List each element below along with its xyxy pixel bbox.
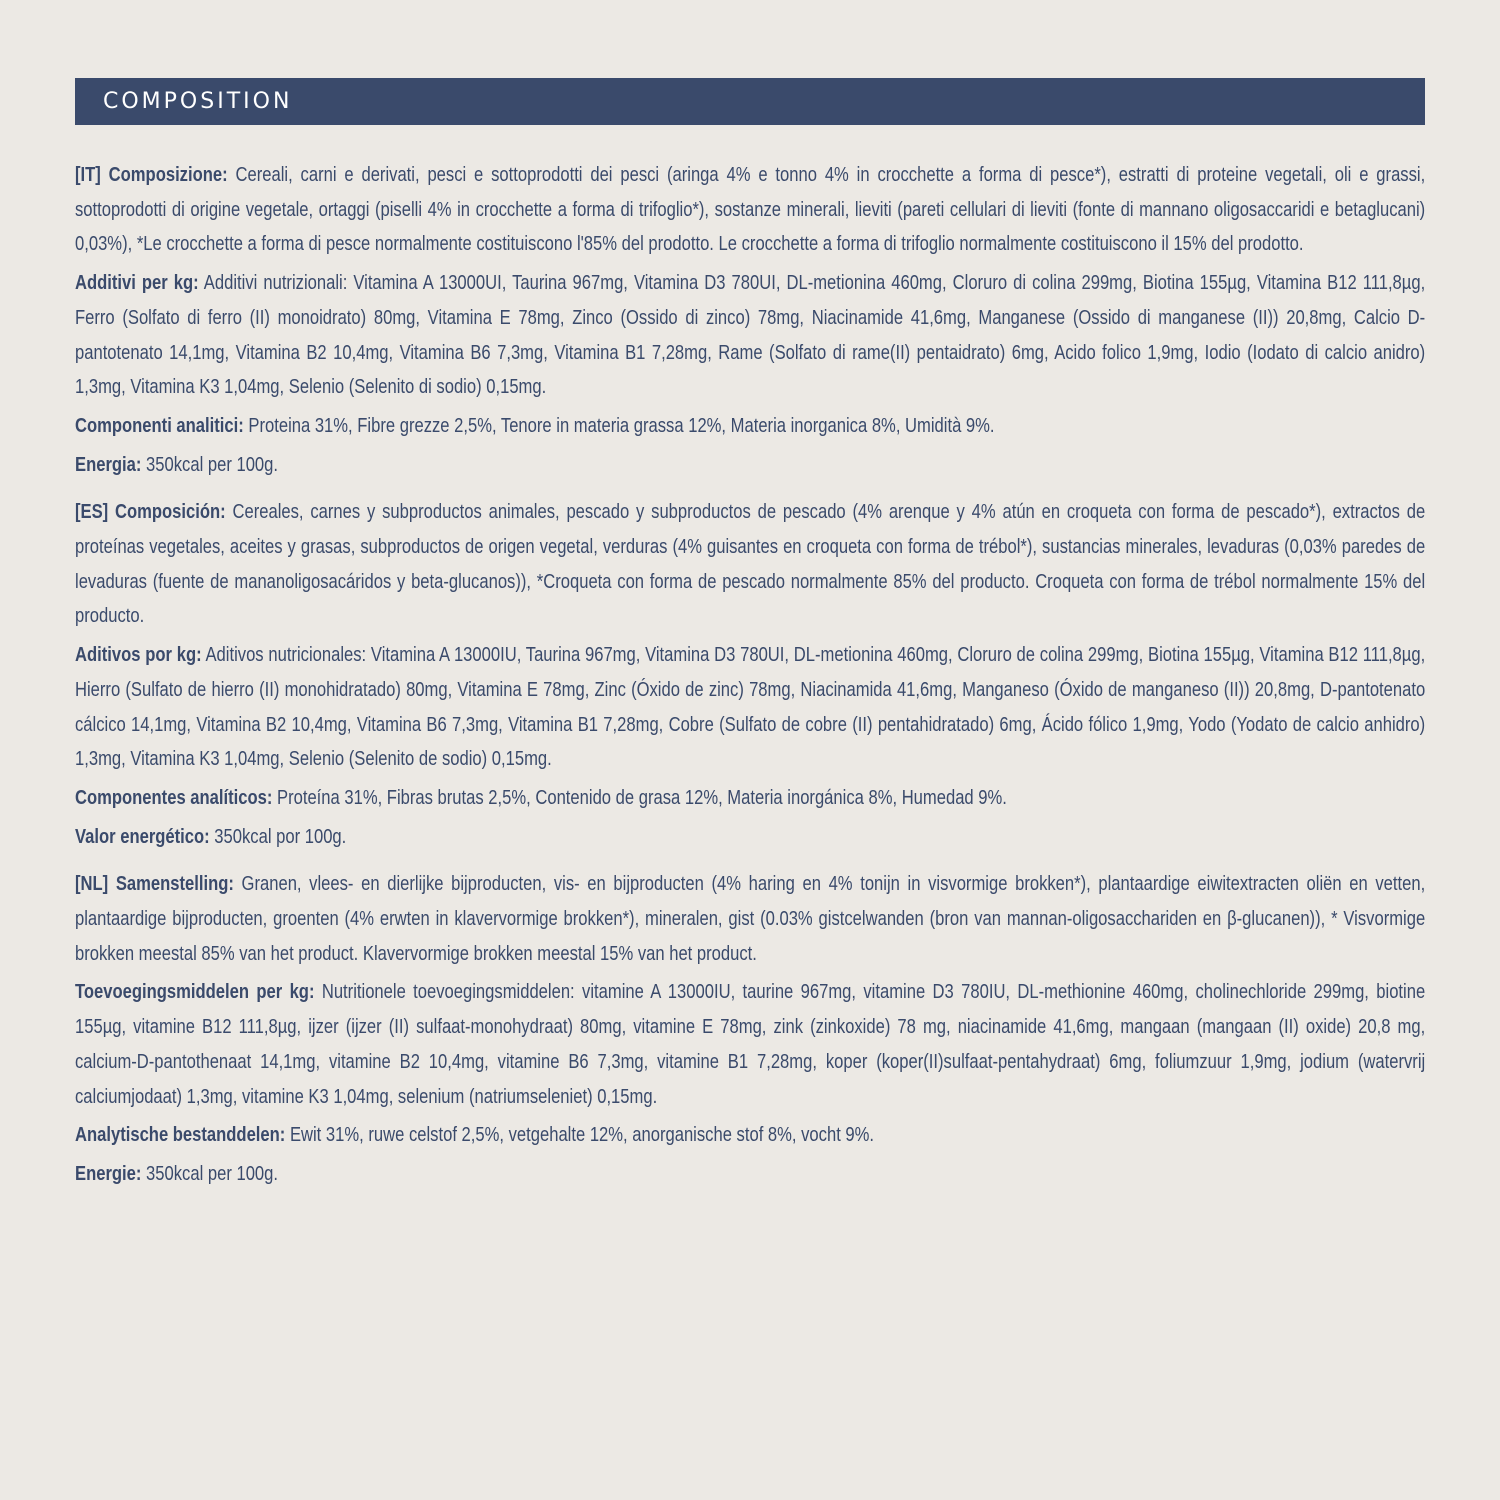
it-analytical-label: Componenti analitici: <box>75 414 244 437</box>
it-composition <box>75 158 1425 262</box>
nl-composition-text: Granen, vlees- en dierlijke bijproducten, vis- en bijproducten (4% haring en 4% tonijn in visvormige brokken*), plantaardige eiwitextracten oliën en vetten, plantaardige bijproducten, groenten (4% erwten in klavervormige brokken*), mineralen, gist (0.03% gistcelwanden (bron van mannan-oligosacchariden en β-glucanen)), * Visvormige brokken meestal 85% van het product. Klavervormige brokken meestal 15% van het product. <box>75 873 1426 965</box>
nl-composition <box>75 867 1425 971</box>
nl-energy-label: Energie: <box>75 1162 142 1185</box>
es-analytical <box>75 781 1425 816</box>
nl-additives-text: Nutritionele toevoegingsmiddelen: vitamine A 13000IU, taurine 967mg, vitamine D3 780IU, DL-methionine 460mg, cholinechloride 299mg, biotine 155µg, vitamine B12 111,8µg, ijzer (ijzer (II) sulfaat-monohydraat) 80mg, vitamine E 78mg, zink (zinkoxide) 78 mg, niacinamide 41,6mg, mangaan (mangaan (II) oxide) 20,8 mg, calcium-D-pantothenaat 14,1mg, vitamine B2 10,4mg, vitamine B6 7,3mg, vitamine B1 7,28mg, koper (koper(II)sulfaat-pentahydraat) 6mg, foliumzuur 1,9mg, jodium (watervrij calciumjodaat) 1,3mg, vitamine K3 1,04mg, selenium (natriumseleniet) 0,15mg. <box>75 981 1426 1108</box>
es-composition-label: [ES] Composición: <box>75 501 226 524</box>
es-composition <box>75 495 1425 634</box>
es-additives <box>75 638 1425 777</box>
nl-additives <box>75 975 1425 1114</box>
it-composition-text: Cereali, carni e derivati, pesci e sottoprodotti dei pesci (aringa 4% e tonno 4% in crocchette a forma di pesce*), estratti di proteine vegetali, oli e grassi, sottoprodotti di origine vegetale, ortaggi (piselli 4% in crocchette a forma di trifoglio*), sostanze minerali, lieviti (pareti cellulari di lieviti (fonte di mannano oligosaccaridi e betaglucani) 0,03%), *Le crocchette a forma di pesce normalmente costituiscono l'85% del prodotto. Le crocchette a forma di trifoglio normalmente costituiscono il 15% del prodotto. <box>75 164 1426 256</box>
it-additives <box>75 266 1425 405</box>
composition-content <box>75 158 1425 1205</box>
it-energy-text: 350kcal per 100g. <box>141 453 279 476</box>
es-additives-label: Aditivos por kg: <box>75 644 202 667</box>
nl-energy-text: 350kcal per 100g. <box>141 1162 279 1185</box>
it-energy <box>75 448 1425 483</box>
nl-energy <box>75 1157 1425 1192</box>
es-additives-text: Aditivos nutricionales: Vitamina A 13000IU, Taurina 967mg, Vitamina D3 780UI, DL-metionina 460mg, Cloruro de colina 299mg, Biotina 155µg, Vitamina B12 111,8µg, Hierro (Sulfato de hierro (II) monohidratado) 80mg, Vitamina E 78mg, Zinc (Óxido de zinc) 78mg, Niacinamida 41,6mg, Manganeso (Óxido de manganeso (II)) 20,8mg, D-pantotenato cálcico 14,1mg, Vitamina B2 10,4mg, Vitamina B6 7,3mg, Vitamina B1 7,28mg, Cobre (Sulfato de cobre (II) pentahidratado) 6mg, Ácido fólico 1,9mg, Yodo (Yodato de calcio anhidro) 1,3mg, Vitamina K3 1,04mg, Selenio (Selenito de sodio) 0,15mg. <box>75 644 1426 771</box>
es-energy <box>75 820 1425 855</box>
es-composition-text: Cereales, carnes y subproductos animales, pescado y subproductos de pescado (4% arenque y 4% atún en croqueta con forma de pescado*), extractos de proteínas vegetales, aceites y grasas, subproductos de origen vegetal, verduras (4% guisantes en croqueta con forma de trébol*), sustancias minerales, levaduras (0,03% paredes de levaduras (fuente de mananoligosacáridos y beta-glucanos)), *Croqueta con forma de pescado normalmente 85% del producto. Croqueta con forma de trébol normalmente 15% del producto. <box>75 501 1426 628</box>
it-additives-label: Additivi per kg: <box>75 272 199 295</box>
es-energy-label: Valor energético: <box>75 825 210 848</box>
es-energy-text: 350kcal por 100g. <box>209 825 347 848</box>
it-analytical <box>75 409 1425 444</box>
composition-header-bar <box>75 78 1425 125</box>
section-it <box>75 158 1425 482</box>
es-analytical-text: Proteína 31%, Fibras brutas 2,5%, Contenido de grasa 12%, Materia inorgánica 8%, Humedad 9%. <box>272 786 1007 809</box>
nl-analytical <box>75 1118 1425 1153</box>
nl-analytical-label: Analytische bestanddelen: <box>75 1124 286 1147</box>
es-analytical-label: Componentes analíticos: <box>75 786 273 809</box>
it-composition-label: [IT] Composizione: <box>75 164 228 186</box>
it-analytical-text: Proteina 31%, Fibre grezze 2,5%, Tenore in materia grassa 12%, Materia inorganica 8%, Umidità 9%. <box>243 414 995 437</box>
section-nl <box>75 867 1425 1191</box>
composition-title: COMPOSITION <box>103 89 293 114</box>
it-energy-label: Energia: <box>75 453 142 476</box>
it-additives-text: Additivi nutrizionali: Vitamina A 13000UI, Taurina 967mg, Vitamina D3 780UI, DL-metionina 460mg, Cloruro di colina 299mg, Biotina 155µg, Vitamina B12 111,8µg, Ferro (Solfato di ferro (II) monoidrato) 80mg, Vitamina E 78mg, Zinco (Ossido di zinco) 78mg, Niacinamide 41,6mg, Manganese (Ossido di manganese (II)) 20,8mg, Calcio D-pantotenato 14,1mg, Vitamina B2 10,4mg, Vitamina B6 7,3mg, Vitamina B1 7,28mg, Rame (Solfato di rame(II) pentaidrato) 6mg, Acido folico 1,9mg, Iodio (Iodato di calcio anidro) 1,3mg, Vitamina K3 1,04mg, Selenio (Selenito di sodio) 0,15mg. <box>75 272 1426 399</box>
section-es <box>75 495 1425 854</box>
nl-composition-label: [NL] Samenstelling: <box>75 873 234 896</box>
nl-analytical-text: Ewit 31%, ruwe celstof 2,5%, vetgehalte 12%, anorganische stof 8%, vocht 9%. <box>285 1124 875 1147</box>
nl-additives-label: Toevoegingsmiddelen per kg: <box>75 981 315 1004</box>
